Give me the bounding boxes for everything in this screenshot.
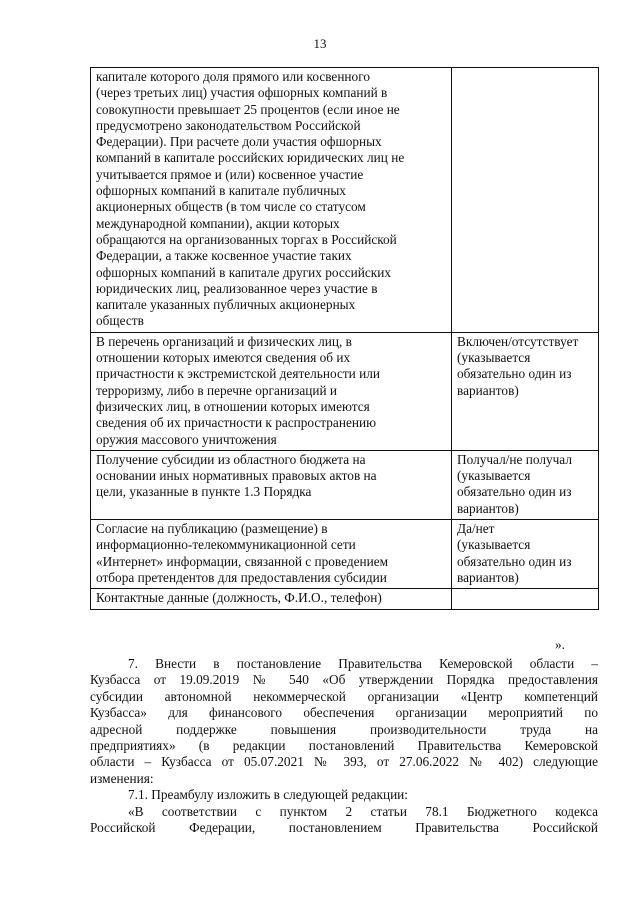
table-cell-value bbox=[452, 520, 599, 589]
text-line: оружия массового уничтожения bbox=[96, 431, 277, 447]
text-line: терроризму, либо в перечне организаций и bbox=[96, 382, 338, 398]
paragraph-7-1 bbox=[90, 787, 598, 803]
table-cell-criterion bbox=[91, 332, 452, 450]
text-line: Получал/не получал bbox=[457, 451, 572, 467]
closing-quote-mark: ». bbox=[555, 637, 565, 652]
text-line: Кузбасса от 19.09.2019 № 540 «Об утверждении Порядка предоставления bbox=[90, 672, 598, 688]
text-line: учитывается прямое и (или) косвенное участие bbox=[96, 166, 364, 182]
text-line: международной компании), акции которых bbox=[96, 215, 340, 231]
table-row bbox=[91, 68, 599, 333]
text-line: вариантов) bbox=[457, 382, 519, 398]
text-line: сведения об их причастности к распространению bbox=[96, 415, 377, 431]
text-line: предусмотрено законодательством Российской bbox=[96, 117, 361, 133]
text-line: Контактные данные (должность, Ф.И.О., телефон) bbox=[96, 590, 382, 606]
text-line: предприятиях» (в редакции постановлений Правительства Кемеровской bbox=[90, 738, 598, 754]
table-cell-criterion bbox=[91, 520, 452, 589]
text-line: отбора претендентов для предоставления субсидии bbox=[96, 569, 387, 585]
text-line: обществ bbox=[96, 313, 144, 329]
text-line: 7. Внести в постановление Правительства Кемеровской области – bbox=[128, 656, 598, 671]
text-line: Федерации, а также косвенное участие таких bbox=[96, 248, 352, 264]
text-line: Федерации). При расчете доли участия офшорных bbox=[96, 134, 382, 150]
table-cell-value bbox=[452, 68, 599, 333]
table-cell-value bbox=[452, 450, 599, 519]
text-line: Да/нет bbox=[457, 521, 495, 537]
text-line: офшорных компаний в капитале других российских bbox=[96, 264, 391, 280]
text-line: акционерных обществ (в том числе со статусом bbox=[96, 199, 366, 215]
text-line: 7.1. Преамбулу изложить в следующей редакции: bbox=[128, 787, 408, 802]
text-line: физических лиц, в отношении которых имеются bbox=[96, 398, 370, 414]
text-line: (через третьих лиц) участия офшорных компаний в bbox=[96, 85, 388, 101]
text-line: изменения: bbox=[90, 770, 154, 786]
text-line: капитале которого доля прямого или косвенного bbox=[96, 69, 370, 84]
text-line: «В соответствии с пунктом 2 статьи 78.1 Бюджетного кодекса bbox=[128, 804, 598, 819]
text-line: субсидии автономной некоммерческой организации «Центр компетенций bbox=[90, 688, 598, 704]
text-line: цели, указанные в пункте 1.3 Порядка bbox=[96, 484, 312, 500]
text-line: информационно-телекоммуникационной сети bbox=[96, 537, 356, 553]
text-line: (указывается bbox=[457, 537, 531, 553]
table-row bbox=[91, 332, 599, 450]
text-line: Согласие на публикацию (размещение) в bbox=[96, 521, 328, 537]
text-line: В перечень организаций и физических лиц, в bbox=[96, 333, 352, 349]
table-row bbox=[91, 450, 599, 519]
text-line: обязательно один из bbox=[457, 484, 572, 500]
requirements-table bbox=[90, 67, 599, 610]
text-line: Российской Федерации, постановлением Правительства Российской bbox=[90, 820, 598, 836]
text-line: причастности к экстремистской деятельности или bbox=[96, 366, 380, 382]
table-cell-criterion bbox=[91, 589, 452, 609]
table-cell-value bbox=[452, 589, 599, 609]
text-line: юридических лиц, реализованное через участие в bbox=[96, 280, 378, 296]
text-line: офшорных компаний в капитале публичных bbox=[96, 183, 346, 199]
text-line: области – Кузбасса от 05.07.2021 № 393, от 27.06.2022 № 402) следующие bbox=[90, 754, 598, 770]
paragraph-7 bbox=[90, 656, 598, 787]
text-line: обязательно один из bbox=[457, 553, 572, 569]
text-line: адресной поддержке повышения производительности труда на bbox=[90, 721, 598, 737]
paragraph-preamble-quote bbox=[90, 804, 598, 837]
text-line: компаний в капитале российских юридических лиц не bbox=[96, 150, 405, 166]
text-line: капитале указанных публичных акционерных bbox=[96, 297, 356, 313]
text-line: (указывается bbox=[457, 350, 531, 366]
text-line: «Интернет» информации, связанной с проведением bbox=[96, 553, 389, 569]
text-line: обязательно один из bbox=[457, 366, 572, 382]
table-row bbox=[91, 520, 599, 589]
text-line: вариантов) bbox=[457, 500, 519, 516]
text-line: отношении которых имеются сведения об их bbox=[96, 350, 351, 366]
table-cell-criterion bbox=[91, 450, 452, 519]
text-line: основании иных нормативных правовых актов на bbox=[96, 468, 377, 484]
table-cell-criterion bbox=[91, 68, 452, 333]
text-line: обращаются на организованных торгах в Российской bbox=[96, 231, 397, 247]
text-line: Получение субсидии из областного бюджета на bbox=[96, 451, 366, 467]
text-line: Включен/отсутствует bbox=[457, 333, 579, 349]
text-line: совокупности превышает 25 процентов (если иное не bbox=[96, 101, 400, 117]
text-line: вариантов) bbox=[457, 569, 519, 585]
table-cell-value bbox=[452, 332, 599, 450]
text-line: (указывается bbox=[457, 468, 531, 484]
text-line: Кузбасса» для финансового обеспечения организации мероприятий по bbox=[90, 705, 598, 721]
page-number: 13 bbox=[313, 36, 327, 51]
table-row bbox=[91, 589, 599, 609]
